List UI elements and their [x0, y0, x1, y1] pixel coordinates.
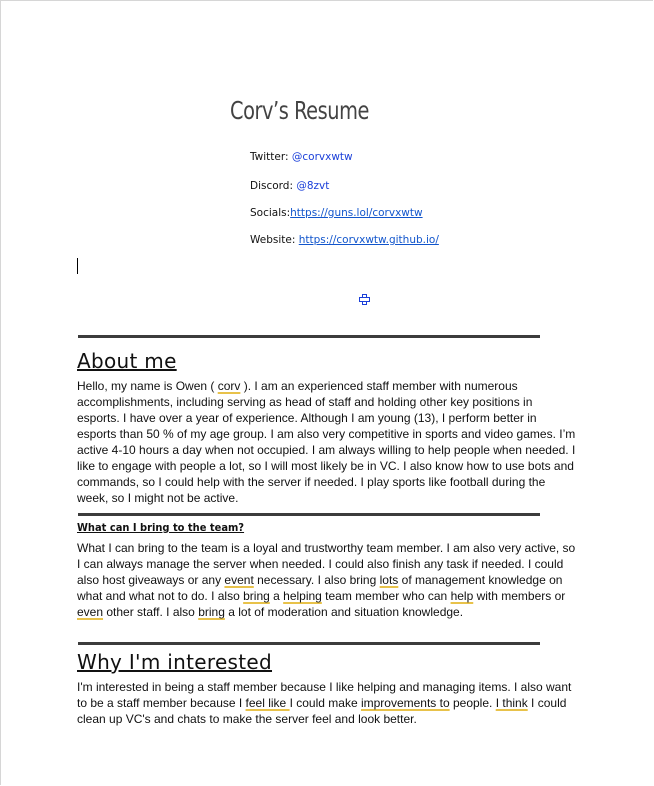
discord-handle[interactable]: @8zvt [296, 180, 330, 192]
bring-paragraph: What I can bring to the team is a loyal and trustworthy team member. I am also very active, so I can always manage the server when needed. I could also finish any task if needed. I could also host giveaways or any event necessary. I also bring lots of management knowledge on what and what not to do. I also bring a helping team member who can help with members or even other staff. I also bring a lot of moderation and situation knowledge. [77, 541, 576, 619]
interest-heading: Why I'm interested [77, 650, 273, 674]
page-title: Corv’s Resume [230, 96, 369, 125]
divider-3 [78, 642, 540, 645]
divider-2 [78, 513, 540, 516]
interest-paragraph: I'm interested in being a staff member because I like helping and managing items. I also want to be a staff member because I feel like I could make improvements to people. I think I could clean up VC's and chats to make the server feel and look better. [77, 680, 572, 726]
contact-twitter [250, 151, 353, 163]
about-heading: About me [77, 349, 177, 373]
divider-1 [78, 335, 540, 338]
move-handle-icon[interactable] [359, 294, 370, 305]
socials-link[interactable]: https://guns.lol/corvxwtw [290, 207, 423, 219]
contact-socials [250, 207, 423, 219]
website-link[interactable]: https://corvxwtw.github.io/ [298, 234, 439, 246]
spelling-flag: corv [217, 379, 241, 393]
twitter-label: Twitter: [250, 151, 292, 163]
discord-label: Discord: [250, 180, 297, 192]
about-paragraph: Hello, my name is Owen ( corv ). I am an experienced staff member with numerous accomplishments, including serving as head of staff and holding other key positions in esports. I have over a year of experience. Although I am young (13), I perform better in esports than 50 % of my age group. I am also very competitive in sports and video games. I’m active 4-10 hours a day when not occupied. I am always willing to help people when needed. I like to engage with people a lot, so I will most likely be in VC. I also know how to use bots and commands, so I could help with the server if needed. I play sports like football during the week, so I might not be active. [77, 379, 576, 505]
contact-website [250, 234, 439, 246]
contact-discord [250, 180, 329, 192]
text-cursor [77, 258, 78, 274]
website-label: Website: [250, 234, 299, 246]
socials-label: Socials: [250, 207, 291, 219]
twitter-handle[interactable]: @corvxwtw [291, 151, 353, 163]
bring-heading: What can I bring to the team? [77, 521, 245, 534]
